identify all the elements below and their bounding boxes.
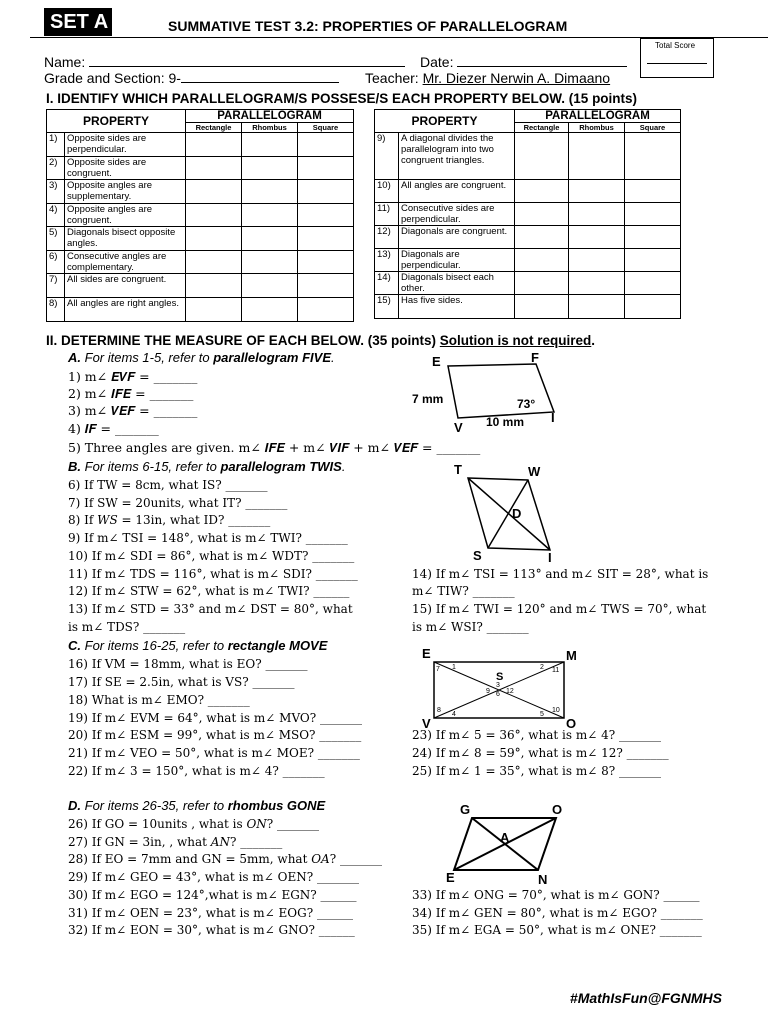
name-blank[interactable] (89, 54, 405, 67)
answer-cell-square[interactable] (298, 180, 354, 204)
property-number: 7) (47, 274, 65, 298)
property-number: 2) (47, 157, 65, 180)
property-number: 14) (375, 272, 399, 295)
vertex-w: W (528, 464, 541, 479)
side-vi-length: 10 mm (486, 415, 525, 429)
answer-cell-square[interactable] (625, 180, 681, 203)
property-number: 11) (375, 203, 399, 226)
section-d-intro (68, 798, 325, 813)
angle-2: 2 (540, 664, 544, 671)
answer-cell-rectangle[interactable] (515, 133, 569, 180)
section-b-figure: parallelogram TWIS (220, 459, 342, 474)
question-34[interactable]: 34) If m∠ GEN = 80°, what is m∠ EGO? _______ (412, 906, 703, 920)
property-table-right (374, 109, 681, 319)
answer-cell-rectangle[interactable] (186, 180, 242, 204)
question-13-cont[interactable]: is m∠ TDS? _______ (68, 620, 186, 634)
answer-cell-square[interactable] (625, 203, 681, 226)
section-a-label: A. (68, 350, 81, 365)
property-number: 3) (47, 180, 65, 204)
angle-i-measure: 73° (517, 397, 536, 411)
section-b-text: For items 6-15, refer to (84, 459, 217, 474)
question-19[interactable]: 19) If m∠ EVM = 64°, what is m∠ MVO? _______ (68, 711, 362, 725)
part2-heading-line: II. DETERMINE THE MEASURE OF EACH BELOW. (35 points) Solution is not required. (46, 333, 596, 348)
teacher-name: Mr. Diezer Nerwin A. Dimaano (422, 70, 611, 86)
property-row (375, 133, 681, 180)
section-d-label: D. (68, 798, 81, 813)
answer-cell-rhombus[interactable] (569, 180, 625, 203)
footer-hashtag: #MathIsFun@FGNMHS (569, 990, 722, 1006)
vertex-e: E (446, 870, 455, 885)
answer-cell-rectangle[interactable] (515, 272, 569, 295)
property-number: 1) (47, 133, 65, 157)
question-10[interactable]: 10) If m∠ SDI = 86°, what is m∠ WDT? _______ (68, 549, 355, 563)
answer-cell-rhombus[interactable] (242, 157, 298, 180)
property-text: All sides are congruent. (65, 274, 186, 298)
answer-cell-rectangle[interactable] (515, 180, 569, 203)
vertex-g: G (460, 802, 471, 817)
question-14[interactable]: 14) If m∠ TSI = 113° and m∠ SIT = 28°, what is (412, 567, 709, 581)
question-3[interactable]: 3) m∠ 𝑽𝑬𝑭 = _______ (68, 403, 198, 418)
name-line (44, 54, 405, 70)
question-23[interactable]: 23) If m∠ 5 = 36°, what is m∠ 4? _______ (412, 728, 661, 742)
property-number: 10) (375, 180, 399, 203)
property-row (47, 157, 354, 180)
section-c-text: For items 16-25, refer to (84, 638, 225, 653)
answer-cell-rhombus[interactable] (242, 298, 298, 322)
date-label: Date: (420, 54, 454, 70)
property-text: Opposite sides are perpendicular. (65, 133, 186, 157)
teacher-line (365, 70, 610, 86)
property-text: Consecutive sides are perpendicular. (399, 203, 515, 226)
vertex-s: S (473, 548, 482, 563)
question-35[interactable]: 35) If m∠ EGA = 50°, what is m∠ ONE? _______ (412, 923, 702, 937)
question-33[interactable]: 33) If m∠ ONG = 70°, what is m∠ GON? ______ (412, 888, 700, 902)
angle-10: 10 (552, 707, 560, 714)
question-6[interactable]: 6) If TW = 8cm, what IS? _______ (68, 478, 268, 492)
col-rhombus: Rhombus (569, 123, 625, 133)
question-27[interactable]: 27) If GN = 3in, , what 𝐴𝑁? _______ (68, 835, 283, 849)
total-score-label: Total Score (655, 41, 696, 50)
answer-cell-rectangle[interactable] (186, 227, 242, 251)
question-8[interactable]: 8) If 𝑊𝑆 = 13in, what ID? _______ (68, 513, 271, 527)
intersection-s: S (496, 671, 504, 683)
figure-move (418, 644, 584, 730)
question-32[interactable]: 32) If m∠ EON = 30°, what is m∠ GNO? ______ (68, 923, 355, 937)
section-c-label: C. (68, 638, 81, 653)
property-number: 12) (375, 226, 399, 249)
vertex-o: O (552, 802, 563, 817)
answer-cell-rectangle[interactable] (186, 133, 242, 157)
property-text: Has five sides. (399, 295, 515, 319)
answer-cell-rhombus[interactable] (569, 226, 625, 249)
property-row (47, 274, 354, 298)
answer-cell-rectangle[interactable] (186, 251, 242, 274)
vertex-e: E (432, 354, 441, 369)
vertex-n: N (538, 872, 548, 887)
question-21[interactable]: 21) If m∠ VEO = 50°, what is m∠ MOE? _______ (68, 746, 360, 760)
answer-cell-rhombus[interactable] (569, 272, 625, 295)
property-number: 8) (47, 298, 65, 322)
property-text: Diagonals bisect each other. (399, 272, 515, 295)
question-20[interactable]: 20) If m∠ ESM = 99°, what is m∠ MSO? _______ (68, 728, 362, 742)
question-26[interactable]: 26) If GO = 10units , what is 𝑂𝑁? _______ (68, 817, 320, 831)
answer-cell-rhombus[interactable] (569, 249, 625, 272)
part2-heading-note: Solution is not required (439, 333, 592, 348)
question-18[interactable]: 18) What is m∠ EMO? _______ (68, 693, 250, 707)
property-row (47, 180, 354, 204)
question-31[interactable]: 31) If m∠ OEN = 23°, what is m∠ EOG? ______ (68, 906, 353, 920)
angle-7: 7 (436, 666, 440, 673)
col-property-header: PROPERTY (47, 110, 186, 133)
answer-cell-rectangle[interactable] (186, 157, 242, 180)
answer-cell-square[interactable] (298, 251, 354, 274)
diagonal-intersection-d: D (512, 506, 522, 521)
property-row (375, 272, 681, 295)
answer-cell-rhombus[interactable] (569, 295, 625, 319)
vertex-m: M (566, 648, 577, 663)
section-b-intro: B. For items 6-15, refer to parallelogram TWIS. (68, 459, 346, 474)
vertex-f: F (531, 350, 539, 365)
col-property-header: PROPERTY (375, 110, 515, 133)
teacher-label: Teacher: (365, 70, 419, 86)
property-number: 15) (375, 295, 399, 319)
date-line (420, 54, 627, 70)
answer-cell-square[interactable] (298, 227, 354, 251)
answer-cell-rhombus[interactable] (242, 227, 298, 251)
answer-cell-square[interactable] (298, 274, 354, 298)
vertex-v: V (422, 716, 431, 730)
figure-five (400, 346, 570, 436)
question-7[interactable]: 7) If SW = 20units, what IT? _______ (68, 496, 288, 510)
answer-cell-rhombus[interactable] (242, 274, 298, 298)
answer-cell-square[interactable] (625, 249, 681, 272)
col-square: Square (625, 123, 681, 133)
grade-blank[interactable] (181, 70, 339, 83)
question-5[interactable]: 5) Three angles are given. m∠ 𝑰𝑭𝑬 + m∠ 𝑽𝑰𝑭 + m∠ 𝑽𝑬𝑭 = _______ (68, 440, 481, 455)
property-number: 5) (47, 227, 65, 251)
question-17[interactable]: 17) If SE = 2.5in, what is VS? _______ (68, 675, 295, 689)
vertex-v: V (454, 420, 463, 435)
question-24[interactable]: 24) If m∠ 8 = 59°, what is m∠ 12? _______ (412, 746, 669, 760)
question-15[interactable]: 15) If m∠ TWI = 120° and m∠ TWS = 70°, what (412, 602, 707, 616)
property-row (47, 133, 354, 157)
question-9[interactable]: 9) If m∠ TSI = 148°, what is m∠ TWI? _______ (68, 531, 348, 545)
question-2[interactable]: 2) m∠ 𝑰𝑭𝑬 = _______ (68, 386, 194, 401)
section-c-intro (68, 638, 327, 653)
section-d-text: For items 26-35, refer to (84, 798, 225, 813)
property-row (375, 249, 681, 272)
property-row (375, 180, 681, 203)
question-25[interactable]: 25) If m∠ 1 = 35°, what is m∠ 8? _______ (412, 764, 661, 778)
question-13[interactable]: 13) If m∠ STD = 33° and m∠ DST = 80°, what (68, 602, 353, 616)
col-rectangle: Rectangle (186, 123, 242, 133)
angle-6: 6 (496, 691, 500, 698)
angle-5: 5 (540, 711, 544, 718)
answer-cell-rhombus[interactable] (242, 180, 298, 204)
question-16[interactable]: 16) If VM = 18mm, what is EO? _______ (68, 657, 308, 671)
property-text: Diagonals are congruent. (399, 226, 515, 249)
answer-cell-rectangle[interactable] (515, 226, 569, 249)
set-badge: SET A (44, 8, 112, 36)
question-30[interactable]: 30) If m∠ EGO = 124°,what is m∠ EGN? ______ (68, 888, 357, 902)
section-a-intro: A. For items 1-5, refer to parallelogram FIVE. (68, 350, 335, 365)
property-row (47, 227, 354, 251)
property-text: Diagonals are perpendicular. (399, 249, 515, 272)
answer-cell-square[interactable] (298, 157, 354, 180)
question-12[interactable]: 12) If m∠ STW = 62°, what is m∠ TWI? ______ (68, 584, 350, 598)
answer-cell-rhombus[interactable] (242, 251, 298, 274)
answer-cell-square[interactable] (298, 298, 354, 322)
property-text: Consecutive angles are complementary. (65, 251, 186, 274)
vertex-e: E (422, 646, 431, 661)
answer-cell-square[interactable] (625, 133, 681, 180)
section-c-figure: rectangle MOVE (227, 638, 328, 653)
question-29[interactable]: 29) If m∠ GEO = 43°, what is m∠ OEN? _______ (68, 870, 359, 884)
question-11[interactable]: 11) If m∠ TDS = 116°, what is m∠ SDI? _______ (68, 567, 358, 581)
answer-cell-square[interactable] (298, 204, 354, 227)
answer-cell-rhombus[interactable] (569, 203, 625, 226)
property-number: 9) (375, 133, 399, 180)
figure-twis (448, 460, 558, 570)
answer-cell-square[interactable] (625, 295, 681, 319)
question-28[interactable]: 28) If EO = 7mm and GN = 5mm, what 𝑂𝐴? _______ (68, 852, 382, 866)
col-parallelogram-header: PARALLELOGRAM (186, 110, 354, 123)
col-square: Square (298, 123, 354, 133)
angle-4: 4 (452, 711, 456, 718)
answer-cell-square[interactable] (625, 226, 681, 249)
question-14-cont[interactable]: m∠ TIW? _______ (412, 584, 515, 598)
side-ev-length: 7 mm (412, 392, 444, 406)
answer-cell-rectangle[interactable] (186, 298, 242, 322)
answer-cell-rhombus[interactable] (242, 204, 298, 227)
date-blank[interactable] (457, 54, 627, 67)
section-b-label: B. (68, 459, 81, 474)
name-label: Name: (44, 54, 86, 70)
property-text: All angles are congruent. (399, 180, 515, 203)
section-a-figure: parallelogram FIVE (213, 350, 331, 365)
angle-1: 1 (452, 664, 456, 671)
question-1[interactable]: 1) m∠ 𝑬𝑽𝑭 = _______ (68, 369, 198, 384)
answer-cell-square[interactable] (298, 133, 354, 157)
col-parallelogram-header: PARALLELOGRAM (515, 110, 681, 123)
figure-gone (446, 800, 576, 890)
property-number: 6) (47, 251, 65, 274)
angle-3: 3 (496, 682, 500, 689)
answer-cell-rectangle[interactable] (186, 204, 242, 227)
answer-cell-rectangle[interactable] (515, 203, 569, 226)
total-score-box (640, 38, 714, 78)
answer-cell-rectangle[interactable] (515, 249, 569, 272)
property-row (375, 295, 681, 319)
question-4[interactable]: 4) 𝑰𝑭 = _______ (68, 421, 159, 436)
answer-cell-rhombus[interactable] (569, 133, 625, 180)
property-text: Opposite angles are supplementary. (65, 180, 186, 204)
answer-cell-rectangle[interactable] (515, 295, 569, 319)
property-row (47, 204, 354, 227)
vertex-i: I (548, 550, 552, 565)
test-title: SUMMATIVE TEST 3.2: PROPERTIES OF PARALLELOGRAM (168, 18, 568, 34)
intersection-a: A (500, 830, 510, 845)
property-text: A diagonal divides the parallelogram into two congruent triangles. (399, 133, 515, 180)
grade-line (44, 70, 339, 86)
vertex-t: T (454, 462, 462, 477)
grade-label: Grade and Section: 9- (44, 70, 181, 86)
question-15-cont[interactable]: is m∠ WSI? _______ (412, 620, 529, 634)
question-22[interactable]: 22) If m∠ 3 = 150°, what is m∠ 4? _______ (68, 764, 325, 778)
answer-cell-rectangle[interactable] (186, 274, 242, 298)
property-text: Opposite angles are congruent. (65, 204, 186, 227)
angle-11: 11 (552, 667, 560, 674)
vertex-i: I (551, 410, 555, 425)
col-rectangle: Rectangle (515, 123, 569, 133)
property-table-left (46, 109, 354, 322)
vertex-o: O (566, 716, 577, 730)
angle-12: 12 (506, 688, 514, 695)
part2-heading: II. DETERMINE THE MEASURE OF EACH BELOW. (35 points) (46, 333, 437, 348)
part1-heading: I. IDENTIFY WHICH PARALLELOGRAM/S POSSESE/S EACH PROPERTY BELOW. (15 points) (46, 91, 638, 106)
section-a-text: For items 1-5, refer to (84, 350, 210, 365)
angle-8: 8 (437, 707, 441, 714)
property-row (47, 251, 354, 274)
angle-9: 9 (486, 688, 490, 695)
property-text: Opposite sides are congruent. (65, 157, 186, 180)
answer-cell-rhombus[interactable] (242, 133, 298, 157)
section-d-figure: rhombus GONE (227, 798, 326, 813)
property-number: 4) (47, 204, 65, 227)
property-row (375, 226, 681, 249)
property-row (47, 298, 354, 322)
property-row (375, 203, 681, 226)
property-text: All angles are right angles. (65, 298, 186, 322)
property-text: Diagonals bisect opposite angles. (65, 227, 186, 251)
col-rhombus: Rhombus (242, 123, 298, 133)
answer-cell-square[interactable] (625, 272, 681, 295)
property-number: 13) (375, 249, 399, 272)
